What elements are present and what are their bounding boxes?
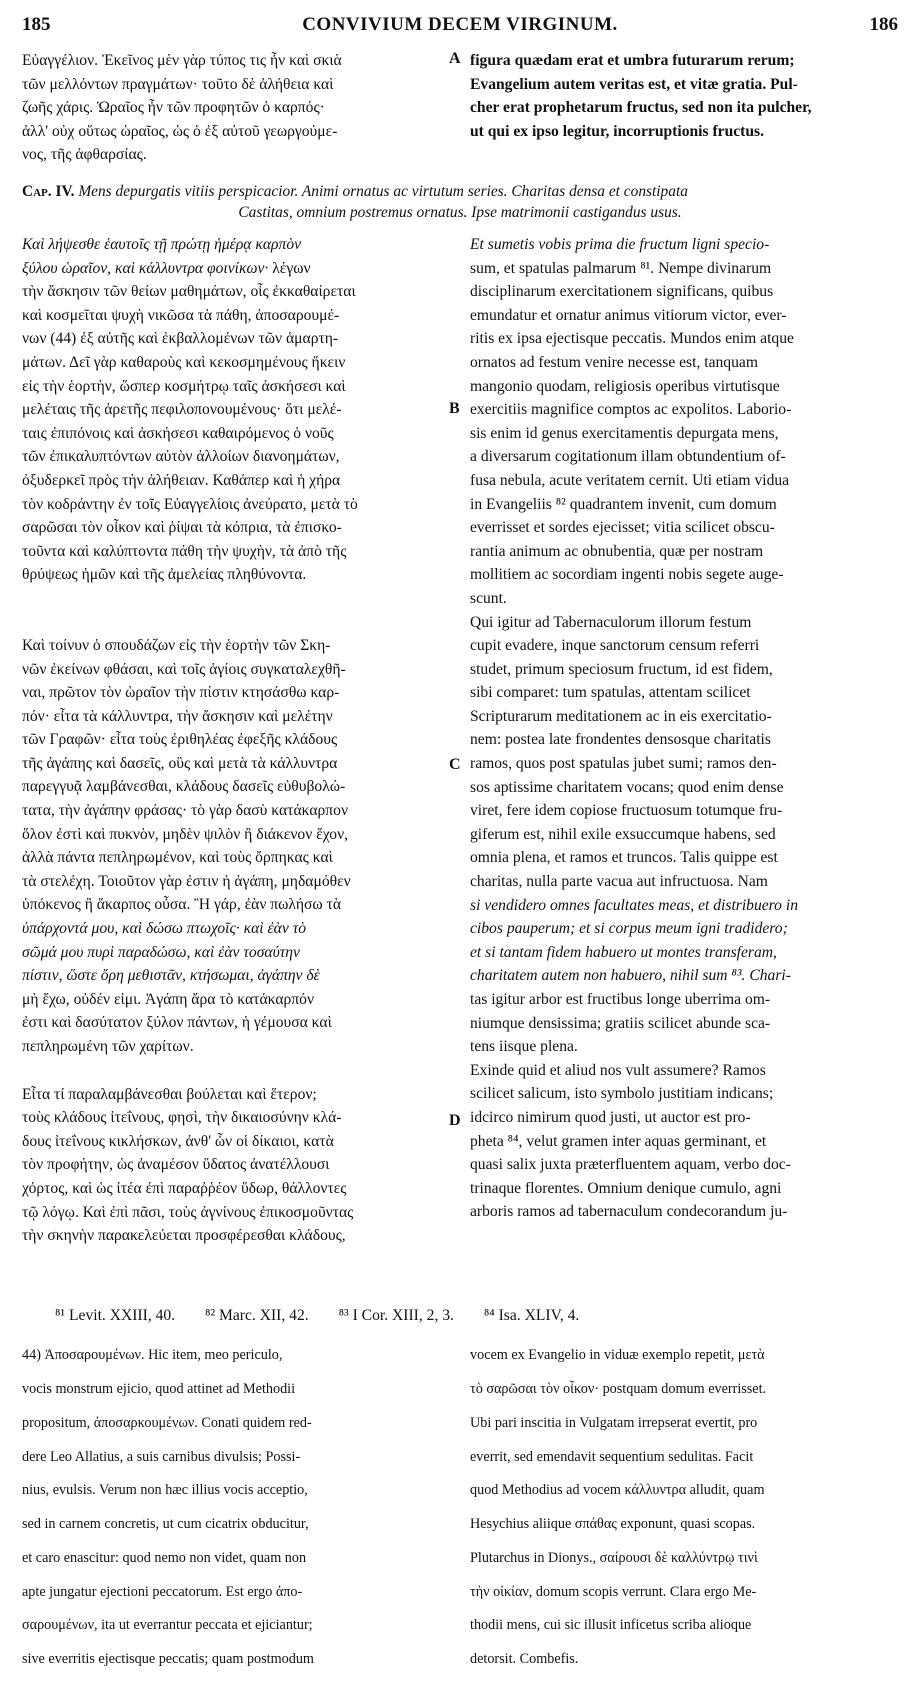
text-line: τοὺς κλάδους ἰτεΐνους, φησὶ, τὴν δικαιοσύνην κλά- [22, 1109, 342, 1127]
text-line: νῶν ἐκείνων φθάσαι, καὶ τοῖς ἁγίοις συγκαταλεχθῆ- [22, 660, 346, 678]
page-number-left: 185 [22, 14, 51, 35]
margin-marker-b: B [449, 400, 460, 417]
margin-marker-a: A [449, 50, 461, 67]
text-line: Qui igitur ad Tabernaculorum illorum festum [470, 613, 752, 631]
text-line: rantia animum ac obnubentia, quæ per nostram [470, 542, 764, 560]
text-line: pheta ⁸⁴, velut gramen inter aquas germinant, et [470, 1132, 767, 1150]
latin-intro [470, 49, 898, 143]
text-line: si vendidero omnes facultates meas, et distribuero in [470, 896, 799, 914]
text-line: vocem ex Evangelio in viduæ exemplo repetit, μετὰ [470, 1347, 765, 1364]
text-line: τὸ σαρῶσαι τὸν οἶκον· postquam domum everrisset. [470, 1380, 767, 1397]
text-line: thodii mens, cui sic illusit inficetus scriba alioque [470, 1617, 752, 1634]
text-line: quasi salix juxta præterfluentem aquam, verbo doc- [470, 1156, 791, 1174]
text-line: arboris ramos ad tabernaculum condecorandum ju- [470, 1203, 788, 1221]
text-line: Et sumetis vobis prima die fructum ligni specio- [470, 236, 770, 253]
text-line: τῶν Γραφῶν· εἶτα τοὺς ἐριθηλέας ἐφεξῆς κλάδους [22, 731, 338, 749]
text-line: nem: postea late frondentes densosque charitatis [470, 731, 771, 749]
text-line: ἀλλ' οὐχ οὕτως ὡραῖος, ὡς ὁ ἐξ αὐτοῦ γεωργούμε- [22, 122, 338, 140]
text-line: mollitiem ac socordiam ingenti nobis segete auge- [470, 566, 784, 584]
text-line: studet, primum speciosum fructum, id est fidem, [470, 660, 773, 678]
text-line: Εἶτα τί παραλαμβάνεσθαι βούλεται καὶ ἕτερον; [22, 1085, 317, 1103]
text-line: μελέταις τῆς ἀρετῆς πεφιλοπονουμένους· ὅτι μελέ- [22, 401, 342, 419]
text-line: sive everritis ejectisque peccatis; quam postmodum [22, 1651, 314, 1668]
text-line: πίστιν, ὥστε ὄρη μεθιστᾶν, κτήσωμαι, ἀγάπην δὲ [22, 967, 320, 985]
text-line: τὸν προφήτην, ὡς ἀναμέσον ὕδατος ἀνατέλλουσι [22, 1156, 330, 1174]
text-line: τὴν οἰκίαν, domum scopis verrunt. Clara ergo Me- [470, 1583, 757, 1600]
text-line: charitas, nulla parte vacua aut infructuosa. Nam [470, 873, 768, 891]
text-line: viret, fere idem copiose fructuosum totumque fru- [470, 802, 783, 820]
text-line: nius, evulsis. Verum non hæc illius vocis acceptio, [22, 1482, 308, 1499]
running-header [22, 14, 898, 44]
text-line: ὀξυδερκεῖ πρὸς τὴν ἀλήθειαν. Καθάπερ καὶ ἡ χήρα [22, 471, 341, 489]
text-line: πόν· εἶτα τὰ κάλλυντρα, τὴν ἄσκησιν καὶ μελέτην [22, 707, 333, 725]
page-number-right: 186 [869, 14, 898, 35]
text-line: μάτων. Δεῖ γὰρ καθαροὺς καὶ κεκοσμημένους ἥκειν [22, 353, 346, 371]
text-line: apte jungatur ejectioni peccatorum. Est ergo ἀπο- [22, 1583, 303, 1600]
running-title: CONVIVIUM DECEM VIRGINUM. [302, 14, 618, 35]
text-line: ut qui ex ipso legitur, incorruptionis fructus. [470, 122, 765, 140]
margin-marker-d: D [449, 1112, 461, 1129]
text-line: ritis ex ipsa ejectisque peccatis. Mundos enim atque [470, 330, 794, 348]
text-line: ναι, πρῶτον τὸν ὡραῖον τὴν πίστιν κτησάσθω καρ- [22, 684, 340, 702]
text-line: τὴν ἄσκησιν τῶν θείων μαθημάτων, οἷς ἐκκαθαίρεται [22, 283, 356, 301]
text-line: tens iisque plena. [470, 1038, 578, 1056]
text-line: ὑπάρχοντά μου, καὶ δώσω πτωχοῖς· καὶ ἐὰν τὸ [22, 920, 307, 938]
text-line: μὴ ἔχω, οὐδέν εἰμι. Ἀγάπη ἄρα τὸ κατάκαρπόν [22, 990, 315, 1008]
text-line: ταις ἐπιπόνοις καὶ ἀσκήσεσι καθαιρόμενος ὁ νοῦς [22, 424, 334, 442]
text-line: τὸν κοδράντην ἐν τοῖς Εὐαγγελίοις ἀνεύρατο, μετὰ τὸ [22, 495, 358, 513]
text-line: cher erat prophetarum fructus, sed non ita pulcher, [470, 99, 812, 117]
text-line: exercitiis magnifice comptos ac expolitos. Laborio- [470, 401, 792, 419]
text-line: cibos pauperum; et si corpus meum igni tradidero; [470, 920, 788, 938]
text-line: Plutarchus in Dionys., σαίρουσι δὲ καλλύντρῳ τινὶ [470, 1549, 758, 1566]
text-line: sibi comparet: tum spatulas, attentam scilicet [470, 684, 751, 702]
text-line: ornatos ad festum venire necesse est, tanquam [470, 353, 758, 371]
text-line: giferum est, nihil exile exsuccumque habens, sed [470, 825, 776, 843]
text-line: quod Methodius ad vocem κάλλυντρα alludit, quam [470, 1482, 765, 1499]
text-line: dere Leo Allatius, a suis carnibus divulsis; Possi- [22, 1448, 301, 1465]
reference-item: ⁸³ I Cor. XIII, 2, 3. [338, 1307, 454, 1324]
text-line: Scripturarum meditationem ac in eis exercitatio- [470, 707, 772, 725]
text-line: τὴν σκηνὴν παρακελεύεται προσφέρεσθαι κλάδους, [22, 1227, 346, 1245]
text-line: charitatem autem non habuero, nihil sum ⁸³. Chari- [470, 967, 791, 985]
text-line: ξύλου ὡραῖον, καὶ κάλλυντρα φοινίκων· λέγων [22, 259, 311, 277]
text-line: χόρτος, καὶ ὡς ἰτέα ἐπὶ παραῤῥέον ὕδωρ, θάλλοντες [22, 1179, 347, 1197]
text-line: τοῦντα καὶ καλύπτοντα πάθη τὴν ψυχὴν, τὰ ἀπὸ τῆς [22, 542, 347, 560]
reference-item: ⁸² Marc. XII, 42. [205, 1307, 309, 1324]
chapter-label: Cap. IV. [22, 183, 75, 200]
greek-column [22, 233, 450, 1248]
text-line: τατα, τὴν ἀγάπην φράσας· τὸ γὰρ δασὺ κατάκαρπον [22, 802, 349, 820]
text-line: omnia plena, et ramos et truncos. Talis quippe est [470, 849, 778, 867]
text-line: ὑπόκενος ἢ ἄκαρπος οὖσα. Ἢ γάρ, ἐὰν πωλήσω τὰ [22, 896, 342, 914]
text-line: ἐστι καὶ δασύτατον ξύλον πάντων, ἡ γέμουσα καὶ [22, 1014, 332, 1032]
text-line: sis enim id genus exercitamentis depurgata mens, [470, 424, 779, 442]
text-line: everrisset et sordes ejecisset; vitia scilicet obscu- [470, 519, 775, 537]
text-line: Exinde quid et aliud nos vult assumere? Ramos [470, 1061, 766, 1079]
text-line: scunt. [470, 589, 507, 607]
text-line: παρεγγυᾷ λαμβάνεσθαι, κλάδους δασεῖς εὐθυβολώ- [22, 778, 346, 796]
text-line: in Evangeliis ⁸² quadrantem invenit, cum domum [470, 495, 777, 513]
text-line: τῶν μελλόντων πραγμάτων· τοῦτο δὲ ἀλήθεια καὶ [22, 75, 334, 93]
text-line: σαρῶσαι τὸν οἶκον καὶ ῥίψαι τὰ κόπρια, τὰ ἐπισκο- [22, 519, 342, 537]
text-line: cupit evadere, inque sanctorum censum referri [470, 637, 760, 655]
text-line: σαρουμένων, ita ut everrantur peccata et ejiciantur; [22, 1617, 313, 1634]
text-line: vocis monstrum ejicio, quod attinet ad Methodii [22, 1380, 296, 1397]
text-line: θρύψεως ἡμῶν καὶ τῆς ἀμελείας πληθύνοντα. [22, 566, 307, 584]
text-line: sum, et spatulas palmarum ⁸¹. Nempe divinarum [470, 259, 772, 277]
text-line: Hesychius aliique σπάθας exponunt, quasi scopas. [470, 1516, 756, 1533]
text-line: ramos, quos post spatulas jubet sumi; ramos den- [470, 755, 777, 773]
text-line: mangonio quodam, religiosis operibus virtutisque [470, 377, 780, 395]
text-line: detorsit. Combefis. [470, 1651, 579, 1668]
text-line: disciplinarum exercitationem significans, quibus [470, 283, 774, 301]
text-line: Καὶ τοίνυν ὁ σπουδάζων εἰς τὴν ἑορτὴν τῶν Σκη- [22, 636, 331, 654]
text-line: emundatur et ornatur animus vitiorum victor, ever- [470, 306, 787, 324]
text-line: sos aptissime charitatem vocans; quod enim dense [470, 778, 784, 796]
text-line: et si tantam fidem habuero ut montes transferam, [470, 943, 777, 961]
text-line: figura quædam erat et umbra futurarum rerum; [470, 52, 795, 69]
text-line: trinaque florentes. Omnium denique cumulo, agni [470, 1179, 782, 1197]
scripture-references [55, 1305, 898, 1327]
reference-item: ⁸¹ Levit. XXIII, 40. [55, 1307, 176, 1324]
text-line: 44) Ἀποσαρουμένων. Hic item, meo periculo, [22, 1347, 283, 1364]
text-line: scilicet salicum, isto symbolo justitiam indicans; [470, 1085, 774, 1103]
text-line: Ubi pari inscitia in Vulgatam irrepserat evertit, pro [470, 1414, 758, 1431]
text-line: τῶν ἐπικαλυπτόντων αὐτὸν ἀλλοίων διανοημάτων, [22, 448, 340, 466]
chapter-summary-line-1: Mens depurgatis vitiis perspicacior. Animi ornatus ac virtutum series. Charitas densa et constipata [78, 183, 688, 200]
text-line: idcirco nimirum quod justi, ut auctor est pro- [470, 1108, 751, 1126]
text-line: Evangelium autem veritas est, et vitæ gratia. Pul- [470, 75, 798, 93]
chapter-summary-line-2: Castitas, omnium postremus ornatus. Ipse matrimonii castigandus usus. [238, 204, 682, 221]
text-line: propositum, ἀποσαρκουμένων. Conati quidem red- [22, 1414, 312, 1431]
text-line: niumque densissima; gratiis scilicet abunde sca- [470, 1014, 771, 1032]
text-line: fusa nebula, acute veritatem cernit. Uti etiam vidua [470, 471, 790, 489]
text-line: ὅλον ἐστὶ καὶ πυκνὸν, μηδὲν ψιλὸν ἢ διάκενον ἔχον, [22, 825, 349, 843]
text-line: a diversarum cogitationum illam obtundentium of- [470, 448, 786, 466]
text-line: τῷ λόγῳ. Καὶ ἐπὶ πᾶσι, τοὺς ἀγνίνους ἐπικοσμοῦντας [22, 1203, 354, 1221]
text-line: εἰς τὴν ἑορτὴν, ὥσπερ κοσμήτρῳ ταῖς ἀσκήσεσι καὶ [22, 377, 346, 395]
text-line: δους ἰτεΐνους κικλήσκων, ἀνθ' ὧν οἱ δίκαιοι, κατὰ [22, 1132, 334, 1150]
text-line: tas igitur arbor est fructibus longe uberrima om- [470, 991, 771, 1008]
text-line: τῆς ἀγάπης καὶ δασεῖς, οὓς καὶ μετὰ τὰ κάλλυντρα [22, 754, 338, 772]
footnote-left [22, 1332, 450, 1684]
latin-column [470, 233, 898, 1224]
text-line: νων (44) ἐξ αὐτῆς καὶ ἐκβαλλομένων τῶν ἁμαρτη- [22, 330, 339, 348]
chapter-heading [22, 181, 898, 223]
text-line: πεπληρωμένη τῶν χαρίτων. [22, 1038, 194, 1055]
text-line: et caro enascitur: quod nemo non videt, quam non [22, 1549, 307, 1566]
footnote-right [470, 1332, 898, 1684]
text-line: καὶ κοσμεῖται ψυχὴ νικῶσα τὰ πάθη, ἀποσαρουμέ- [22, 306, 340, 324]
greek-intro [22, 49, 450, 167]
text-line: Καὶ λήψεσθε ἑαυτοῖς τῇ πρώτῃ ἡμέρᾳ καρπὸν [22, 236, 302, 253]
text-line: everrit, sed emendavit sequentium sedulitas. Facit [470, 1448, 754, 1465]
reference-item: ⁸⁴ Isa. XLIV, 4. [483, 1307, 580, 1324]
text-line: ἀλλὰ πάντα πεπληρωμένον, καὶ τοὺς ὄρπηκας καὶ [22, 849, 333, 867]
margin-marker-c: C [449, 756, 461, 773]
text-line: Εὐαγγέλιον. Ἐκεῖνος μὲν γὰρ τύπος τις ἦν καὶ σκιὰ [22, 52, 342, 69]
text-line: τὰ στελέχη. Τοιοῦτον γὰρ ἐστιν ἡ ἀγάπη, μηδαμόθεν [22, 872, 351, 890]
text-line: σῶμά μου πυρὶ παραδώσω, καὶ ἐὰν τοσαύτην [22, 943, 300, 961]
text-line: νος, τῆς ἀφθαρσίας. [22, 146, 147, 164]
text-line: sed in carnem concretis, ut cum cicatrix obducitur, [22, 1516, 309, 1533]
text-line: ζωῆς χάρις. Ὡραῖος ἦν τῶν προφητῶν ὁ καρπός· [22, 99, 325, 117]
